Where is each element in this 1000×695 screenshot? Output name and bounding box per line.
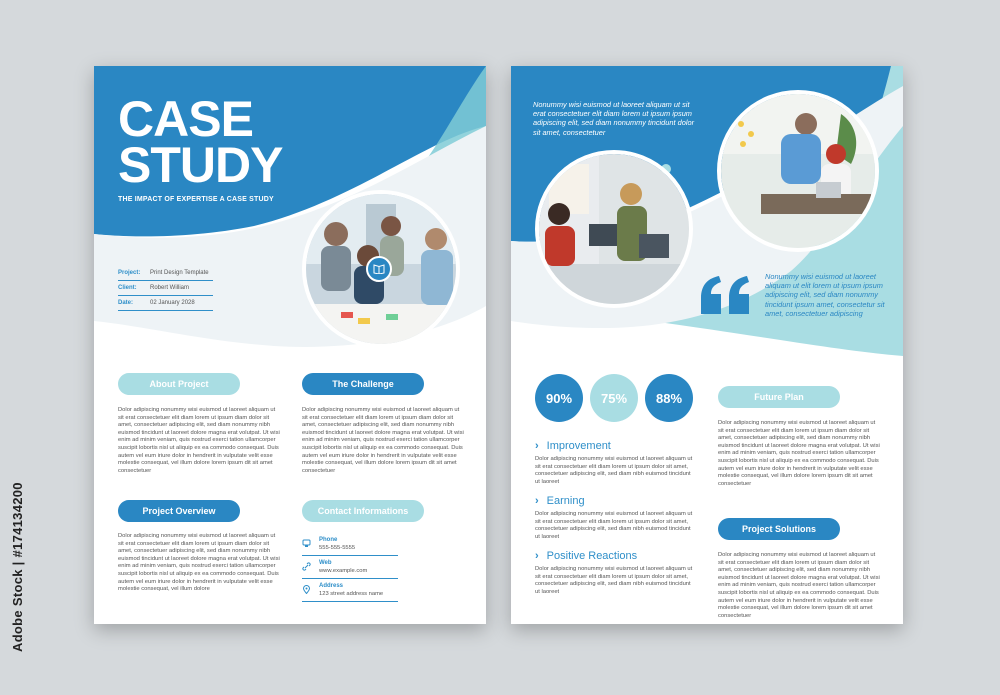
left-page (94, 66, 486, 624)
intro-text: Nonummy wisi euismod ut laoreet aliquam ut sit erat consectetuer elit diam lorem ut ipsum ipsum adipiscing elit, sed diam nonummy tincidunt dolor sit amet, consectetuer (533, 100, 695, 137)
header-label: Improvement (546, 440, 611, 452)
project-overview-text: Dolor adipiscing nonummy wisi euismod ut laoreet aliquam ut sit erat consectetuer elit diam lorem ut ipsum diam dolor sit amet, consectetuer adipiscing elit, sed diam nonummy nibh euismod tincidunt ut laoreet dolore magna erat volutpat. Ut wisi enim ad minim veniam, quis nostrud exerci tation ullamcorper suscipit lobortis nisl ut aliquip ex ea commodo consequat. Duis autem vel eum iriure dolor in hendrerit in vulputate velit esse molestie consequat, vel illum dolore (118, 533, 280, 593)
header-label: Earning (546, 495, 585, 507)
team-work-photo-circle (717, 90, 879, 252)
subtitle: THE IMPACT OF EXPERTISE A CASE STUDY (118, 196, 274, 203)
contact-value: 555-555-5555 (319, 545, 356, 551)
stat-88: 88% (645, 374, 693, 422)
right-page (511, 66, 903, 624)
chevron-right-icon: › (535, 440, 539, 452)
meta-date (118, 296, 213, 311)
meta-key: Client: (118, 285, 137, 291)
about-project-pill: About Project (118, 373, 240, 395)
challenge-text: Dolor adipiscing nonummy wisi euismod ut laoreet aliquam ut sit erat consectetuer elit diam lorem ut ipsum diam dolor sit amet, consectetuer adipiscing elit, sed diam nonummy nibh euismod tincidunt ut laoreet dolore magna erat volutpat. Ut wisi enim ad minim veniam, quis nostrud exerci tation ullamcorper suscipit lobortis nisl ut aliquip ex ea commodo consequat. Duis autem vel eum iriure dolor in hendrerit in vulputate velit esse molestie consequat, vel illum dolore lorem ipsum dit sit amet consectetuer (302, 407, 464, 474)
title-line-1: CASE (118, 91, 253, 147)
contact-value: www.example.com (319, 568, 368, 574)
meta-key: Date: (118, 300, 134, 306)
positive-reactions-text: Dolor adipiscing nonummy wisi euismod ut laoreet aliquam ut sit erat consectetuer elit diam lorem ut ipsum dolor sit amet, consectetuer adipiscing elit, sed diam nibh euismod tincidunt ut laoreet (535, 566, 693, 595)
office-photo-placeholder (539, 154, 689, 304)
contact-label: Address (319, 583, 344, 589)
meta-value: Robert William (150, 285, 190, 291)
quote-mark-icon (697, 274, 755, 321)
contact-web (302, 559, 398, 579)
quote-text: Nonummy wisi euismod ut laoreet aliquam ut elit lorem ut ipsum ipsum adipiscing elit, sed diam nonummy tincidunt ipsum amet, consectetur sit amet, consectetuer adipiscing (765, 272, 885, 318)
about-project-text: Dolor adipiscing nonummy wisi euismod ut laoreet aliquam ut sit erat consectetuer elit diam lorem ut ipsum diam dolor sit amet, consectetuer adipiscing elit, sed diam nonummy nibh euismod tincidunt ut laoreet dolore magna erat volutpat. Ut wisi enim ad minim veniam, quis nostrud exerci tation ullamcorper suscipit lobortis nisl ut aliquip ex ea commodo consequat. Duis autem vel eum iriure dolor in hendrerit in vulputate velit esse molestie consequat, vel illum dolore lorem ipsum dit sit amet consectetuer (118, 407, 280, 474)
contact-label: Phone (319, 537, 338, 543)
case-study-title (118, 91, 283, 193)
stock-watermark (10, 452, 28, 652)
chevron-right-icon: › (535, 550, 539, 562)
earning-header (535, 495, 585, 507)
project-solutions-pill: Project Solutions (718, 518, 840, 540)
project-overview-pill: Project Overview (118, 500, 240, 522)
team-work-photo-placeholder (721, 94, 875, 248)
the-challenge-pill: The Challenge (302, 373, 424, 395)
future-plan-pill: Future Plan (718, 386, 840, 408)
link-icon (302, 562, 311, 571)
project-solutions-text: Dolor adipiscing nonummy wisi euismod ut laoreet aliquam ut sit erat consectetuer elit diam lorem ut ipsum diam dolor sit amet, consectetuer adipiscing elit, sed diam nonummy nibh euismod tincidunt ut laoreet dolore magna erat volutpat. Ut wisi enim ad minim veniam, quis nostrud exerci tation ullamcorper suscipit lobortis nisl ut aliquip ex ea commodo consequat. Duis autem vel eum iriure dolor in hendrerit in vulputate velit esse molestie consequat, vel illum dolore lorem ipsum dit sit amet consectetuer (718, 552, 880, 619)
earning-text: Dolor adipiscing nonummy wisi euismod ut laoreet aliquam ut sit erat consectetuer elit diam lorem ut ipsum dolor sit amet, consectetuer adipiscing elit, sed diam nibh euismod tincidunt ut laoreet (535, 511, 693, 540)
chevron-right-icon: › (535, 495, 539, 507)
stat-90: 90% (535, 374, 583, 422)
meta-client (118, 281, 213, 296)
meta-value: 02 January 2028 (150, 300, 195, 306)
meta-project (118, 266, 213, 281)
contact-phone (302, 536, 398, 556)
title-line-2: STUDY (118, 137, 283, 193)
positive-reactions-header (535, 550, 637, 562)
improvement-header (535, 440, 611, 452)
future-plan-text: Dolor adipiscing nonummy wisi euismod ut laoreet aliquam ut sit erat consectetuer elit diam lorem ut ipsum diam dolor sit amet, consectetuer adipiscing elit, sed diam nonummy nibh euismod tincidunt ut laoreet dolore magna erat volutpat. Ut wisi enim ad minim veniam, quis nostrud exerci tation ullamcorper suscipit lobortis nisl ut aliquip ex ea commodo consequat. Duis autem vel eum iriure dolor in hendrerit in vulputate velit esse molestie consequat, vel illum dolore lorem ipsum dit sit amet consectetuer (718, 420, 880, 487)
watermark-text: Adobe Stock | #174134200 (10, 482, 25, 652)
contact-label: Web (319, 560, 332, 566)
phone-icon (302, 539, 311, 548)
meta-key: Project: (118, 270, 141, 276)
contact-address (302, 582, 398, 602)
header-label: Positive Reactions (546, 550, 638, 562)
meta-value: Print Design Template (150, 270, 209, 276)
contact-value: 123 street address name (319, 591, 384, 597)
improvement-text: Dolor adipiscing nonummy wisi euismod ut laoreet aliquam ut sit erat consectetuer elit diam lorem ut ipsum dolor sit amet, consectetuer adipiscing elit, sed diam nibh euismod tincidunt ut laoreet (535, 456, 693, 485)
stat-75: 75% (590, 374, 638, 422)
contact-informations-pill: Contact Informations (302, 500, 424, 522)
location-pin-icon (302, 585, 311, 594)
office-photo-circle (535, 150, 693, 308)
book-icon (366, 256, 392, 282)
